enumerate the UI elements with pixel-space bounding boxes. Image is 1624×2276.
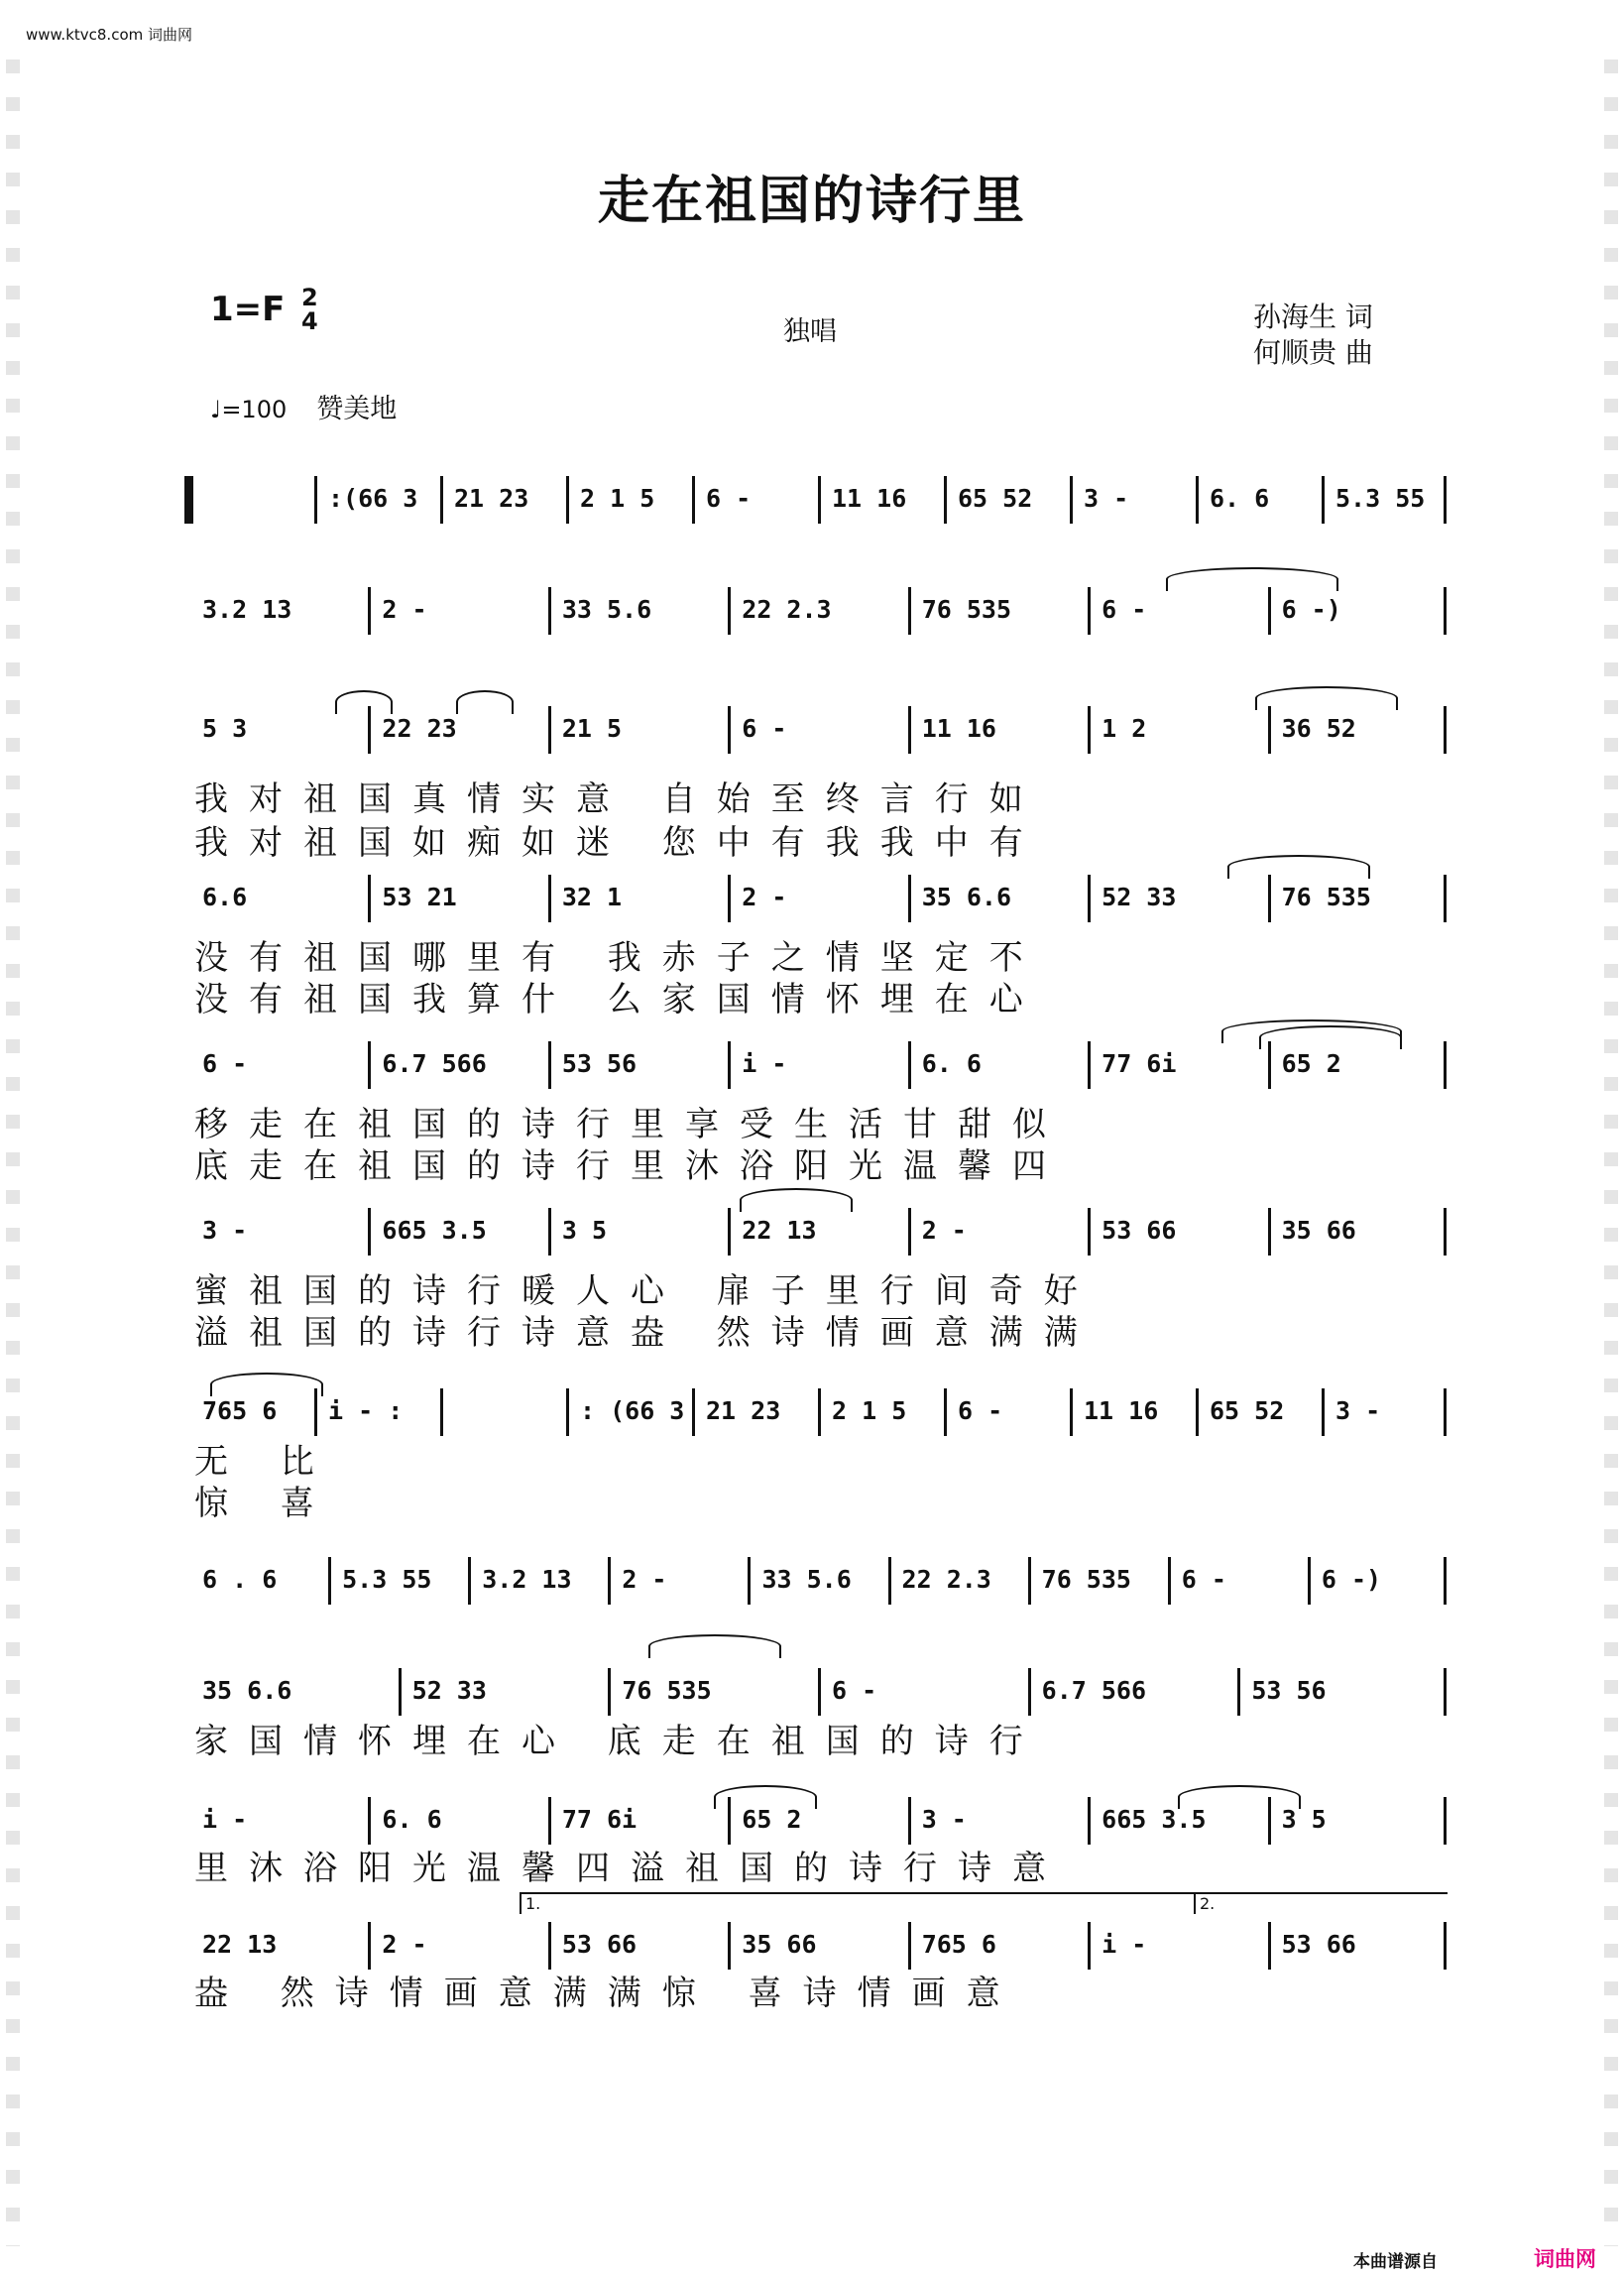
- measure-notes: 6.7 566: [382, 1049, 487, 1078]
- bar-line: [1088, 1922, 1091, 1970]
- bar-line: [548, 1922, 551, 1970]
- bar-line: [608, 1557, 611, 1605]
- bar-line: [1444, 1041, 1447, 1089]
- footer-source: 本曲谱源自: [1353, 2252, 1438, 2272]
- measure-notes: 3 -: [921, 1805, 967, 1834]
- bar-line: [1268, 706, 1271, 754]
- bar-line: [468, 1557, 471, 1605]
- lyric-line: 我对祖国如痴如迷 您中有我我中有: [194, 823, 1044, 863]
- bar-line: [728, 1041, 731, 1089]
- notation-row: [188, 476, 1448, 526]
- bar-line: [1268, 1922, 1271, 1970]
- measure-notes: 35 6.6: [921, 883, 1012, 911]
- bar-line: [1444, 1922, 1447, 1970]
- measure-notes: 3.2 13: [202, 595, 292, 624]
- lyric-line: 家国情怀埋在心 底走在祖国的诗行: [194, 1722, 1044, 1761]
- bar-line: [440, 1388, 443, 1436]
- measure-notes: 665 3.5: [1102, 1805, 1207, 1834]
- bar-line: [1444, 1557, 1447, 1605]
- measure-notes: 3.2 13: [482, 1565, 572, 1594]
- measure-notes: 33 5.6: [761, 1565, 852, 1594]
- measure-notes: 6 -: [832, 1676, 877, 1705]
- bar-line: [1444, 1668, 1447, 1716]
- bar-line: [818, 476, 821, 524]
- bar-line: [1444, 1388, 1447, 1436]
- measure-notes: 3 -: [1084, 484, 1129, 513]
- measure-notes: 3 5: [561, 1216, 607, 1245]
- volta-2-label: 2.: [1200, 1894, 1216, 1913]
- measure-notes: 6 -: [202, 1049, 248, 1078]
- bar-line: [1088, 587, 1091, 635]
- slur-mark: [210, 1373, 323, 1396]
- bar-line: [368, 875, 371, 922]
- tempo-value: ♩=100: [210, 396, 288, 423]
- right-watermark-strip: [1604, 60, 1618, 2246]
- measure-notes: 6 -: [742, 714, 787, 743]
- measure-notes: 5 3: [202, 714, 248, 743]
- bar-line: [1444, 875, 1447, 922]
- measure-notes: 52 33: [1102, 883, 1177, 911]
- measure-notes: 5.3 55: [1335, 484, 1426, 513]
- bar-line: [1088, 706, 1091, 754]
- measure-notes: 11 16: [921, 714, 996, 743]
- key-signature: 1=F: [210, 290, 286, 329]
- bar-line: [1088, 1041, 1091, 1089]
- measure-notes: 2 -: [921, 1216, 967, 1245]
- bar-line: [908, 1208, 911, 1256]
- lyric-line: 没有祖国我算什 么家国情怀埋在心: [194, 980, 1044, 1019]
- measure-notes: i -: [742, 1049, 787, 1078]
- song-title: 走在祖国的诗行里: [597, 172, 1026, 231]
- measure-notes: 36 52: [1281, 714, 1356, 743]
- lyric-line: 移走在祖国的诗行里享受生活甘甜似: [194, 1105, 1067, 1144]
- bar-line: [728, 875, 731, 922]
- bar-line: [1268, 875, 1271, 922]
- volta-1-label: 1.: [525, 1894, 541, 1913]
- bar-line: [818, 1388, 821, 1436]
- composer-credit: 何顺贵 曲: [1253, 336, 1373, 369]
- measure-notes: 2 -: [622, 1565, 667, 1594]
- bar-line: [1322, 1388, 1325, 1436]
- measure-notes: 22 13: [202, 1930, 278, 1959]
- lyric-line: 无 比: [194, 1442, 335, 1482]
- measure-notes: i -: [1102, 1930, 1147, 1959]
- bar-line: [1168, 1557, 1171, 1605]
- slur-mark: [456, 690, 514, 714]
- measure-notes: 11 16: [832, 484, 907, 513]
- bar-line: [368, 1208, 371, 1256]
- measure-notes: 6. 6: [1210, 484, 1270, 513]
- bar-line: [1088, 1797, 1091, 1845]
- lyric-line: 我对祖国真情实意 自始至终言行如: [194, 779, 1044, 819]
- time-top: 2: [301, 284, 318, 311]
- bar-line: [548, 587, 551, 635]
- bar-line: [1444, 476, 1447, 524]
- measure-notes: 76 535: [1041, 1565, 1131, 1594]
- measure-notes: 5.3 55: [342, 1565, 432, 1594]
- measure-notes: 53 66: [1281, 1930, 1356, 1959]
- measure-notes: 2 -: [382, 1930, 427, 1959]
- time-bottom: 4: [301, 307, 318, 335]
- measure-notes: 11 16: [1084, 1396, 1159, 1425]
- bar-line: [1196, 1388, 1199, 1436]
- measure-notes: 3 5: [1281, 1805, 1327, 1834]
- bar-line: [908, 587, 911, 635]
- measure-notes: 53 56: [561, 1049, 638, 1078]
- measure-notes: 33 5.6: [561, 595, 652, 624]
- notation-row: [188, 1208, 1448, 1258]
- bar-line: [818, 1668, 821, 1716]
- measure-notes: 2 -: [382, 595, 427, 624]
- bar-line: [399, 1668, 402, 1716]
- measure-notes: i -: [202, 1805, 248, 1834]
- performance-type: 独唱: [783, 316, 837, 347]
- measure-notes: :(66 3: [328, 484, 418, 513]
- lyric-line: 蜜祖国的诗行暖人心 扉子里行间奇好: [194, 1271, 1099, 1311]
- measure-notes: 6. 6: [921, 1049, 982, 1078]
- measure-notes: 53 21: [382, 883, 457, 911]
- bar-line: [1322, 476, 1325, 524]
- measure-notes: 76 535: [622, 1676, 712, 1705]
- site-url: www.ktvc8.com 词曲网: [26, 26, 193, 44]
- bar-line: [548, 875, 551, 922]
- lyric-line: 里沐浴阳光温馨四溢祖国的诗行诗意: [194, 1849, 1067, 1888]
- volta-2: [1194, 1892, 1448, 1914]
- lyric-line: 没有祖国哪里有 我赤子之情坚定不: [194, 938, 1044, 978]
- measure-notes: 21 23: [706, 1396, 781, 1425]
- measure-notes: 22 13: [742, 1216, 817, 1245]
- bar-line: [1196, 476, 1199, 524]
- lyricist-credit: 孙海生 词: [1253, 300, 1373, 333]
- measure-notes: 3 -: [1335, 1396, 1381, 1425]
- bar-line: [692, 476, 695, 524]
- notation-row: [188, 1557, 1448, 1607]
- tempo-marking: [210, 387, 397, 425]
- measure-notes: 77 6i: [1102, 1049, 1177, 1078]
- bar-line: [368, 1922, 371, 1970]
- measure-notes: 665 3.5: [382, 1216, 487, 1245]
- time-signature: [301, 286, 318, 333]
- measure-notes: 65 2: [742, 1805, 802, 1834]
- bar-line: [548, 1797, 551, 1845]
- slur-mark: [1259, 1025, 1402, 1049]
- bar-line: [1268, 1208, 1271, 1256]
- measure-notes: 6 -: [706, 484, 752, 513]
- slur-mark: [1166, 567, 1338, 591]
- measure-notes: 76 535: [1281, 883, 1371, 911]
- notation-row: [188, 587, 1448, 637]
- measure-notes: 53 56: [1251, 1676, 1327, 1705]
- measure-notes: 35 66: [1281, 1216, 1356, 1245]
- bar-line: [548, 706, 551, 754]
- bar-line: [440, 476, 443, 524]
- measure-notes: 765 6: [921, 1930, 996, 1959]
- bar-line: [1028, 1668, 1031, 1716]
- measure-notes: 65 2: [1281, 1049, 1341, 1078]
- lyric-line: 惊 喜: [194, 1484, 335, 1523]
- bar-line: [566, 476, 569, 524]
- bar-line: [1070, 476, 1073, 524]
- bar-line: [728, 1208, 731, 1256]
- bar-line: [608, 1668, 611, 1716]
- lyric-line: 底走在祖国的诗行里沐浴阳光温馨四: [194, 1146, 1067, 1186]
- measure-notes: 6 -: [1102, 595, 1147, 624]
- measure-notes: 22 2.3: [742, 595, 832, 624]
- bar-line: [1088, 875, 1091, 922]
- bar-line: [692, 1388, 695, 1436]
- slur-mark: [714, 1785, 817, 1809]
- measure-notes: 77 6i: [561, 1805, 638, 1834]
- expression-mark: 赞美地: [316, 394, 398, 424]
- measure-notes: 6. 6: [382, 1805, 442, 1834]
- measure-notes: 1 2: [1102, 714, 1147, 743]
- bar-line: [908, 1922, 911, 1970]
- bar-line: [368, 1041, 371, 1089]
- slur-mark: [648, 1634, 781, 1658]
- bar-line: [328, 1557, 331, 1605]
- bar-line: [888, 1557, 891, 1605]
- repeat-start-sign: [184, 476, 193, 524]
- volta-1: [520, 1892, 1196, 1914]
- measure-notes: 21 23: [454, 484, 529, 513]
- bar-line: [908, 1041, 911, 1089]
- bar-line: [908, 706, 911, 754]
- bar-line: [944, 1388, 947, 1436]
- measure-notes: 2 1 5: [832, 1396, 907, 1425]
- measure-notes: 6.7 566: [1041, 1676, 1147, 1705]
- bar-line: [368, 1797, 371, 1845]
- bar-line: [728, 587, 731, 635]
- bar-line: [1028, 1557, 1031, 1605]
- lyric-line: 溢祖国的诗行诗意盎 然诗情画意满满: [194, 1313, 1099, 1353]
- measure-notes: 6 -: [958, 1396, 1003, 1425]
- measure-notes: 76 535: [921, 595, 1012, 624]
- bar-line: [908, 875, 911, 922]
- measure-notes: 32 1: [561, 883, 623, 911]
- measure-notes: 65 52: [958, 484, 1033, 513]
- measure-notes: 52 33: [411, 1676, 487, 1705]
- bar-line: [1268, 587, 1271, 635]
- bar-line: [566, 1388, 569, 1436]
- measure-notes: 765 6: [202, 1396, 278, 1425]
- measure-notes: 6 -): [1281, 595, 1341, 624]
- bar-line: [368, 587, 371, 635]
- bar-line: [1237, 1668, 1240, 1716]
- measure-notes: 3 -: [202, 1216, 248, 1245]
- bar-line: [1444, 706, 1447, 754]
- lyric-line: 盎 然诗情画意满满惊 喜诗情画意: [194, 1974, 1021, 2013]
- bar-line: [944, 476, 947, 524]
- left-watermark-strip: [6, 60, 20, 2246]
- bar-line: [748, 1557, 751, 1605]
- measure-notes: 6 . 6: [202, 1565, 278, 1594]
- measure-notes: 6.6: [202, 883, 248, 911]
- notation-row: [188, 875, 1448, 924]
- measure-notes: 2 1 5: [580, 484, 655, 513]
- measure-notes: 53 66: [561, 1930, 638, 1959]
- slur-mark: [335, 690, 393, 714]
- bar-line: [1070, 1388, 1073, 1436]
- bar-line: [728, 1922, 731, 1970]
- bar-line: [1444, 1208, 1447, 1256]
- slur-mark: [1178, 1785, 1301, 1809]
- measure-notes: 6 -): [1321, 1565, 1382, 1594]
- measure-notes: 2 -: [742, 883, 787, 911]
- notation-row: [188, 1388, 1448, 1438]
- measure-notes: 35 6.6: [202, 1676, 292, 1705]
- bar-line: [908, 1797, 911, 1845]
- measure-notes: : (66 3: [580, 1396, 685, 1425]
- slur-mark: [1255, 686, 1398, 710]
- bar-line: [314, 476, 317, 524]
- slur-mark: [740, 1188, 853, 1212]
- measure-notes: 22 2.3: [901, 1565, 991, 1594]
- bar-line: [728, 706, 731, 754]
- measure-notes: 22 23: [382, 714, 457, 743]
- bar-line: [1308, 1557, 1311, 1605]
- bar-line: [548, 1041, 551, 1089]
- measure-notes: i - :: [328, 1396, 404, 1425]
- measure-notes: 53 66: [1102, 1216, 1177, 1245]
- slur-mark: [1227, 855, 1370, 879]
- measure-notes: 65 52: [1210, 1396, 1285, 1425]
- measure-notes: 35 66: [742, 1930, 817, 1959]
- notation-row: [188, 1922, 1448, 1972]
- bar-line: [1088, 1208, 1091, 1256]
- bar-line: [548, 1208, 551, 1256]
- bar-line: [1444, 587, 1447, 635]
- measure-notes: 21 5: [561, 714, 623, 743]
- bar-line: [1444, 1797, 1447, 1845]
- measure-notes: 6 -: [1181, 1565, 1226, 1594]
- notation-row: [188, 1668, 1448, 1718]
- footer-brand: 词曲网: [1534, 2247, 1596, 2271]
